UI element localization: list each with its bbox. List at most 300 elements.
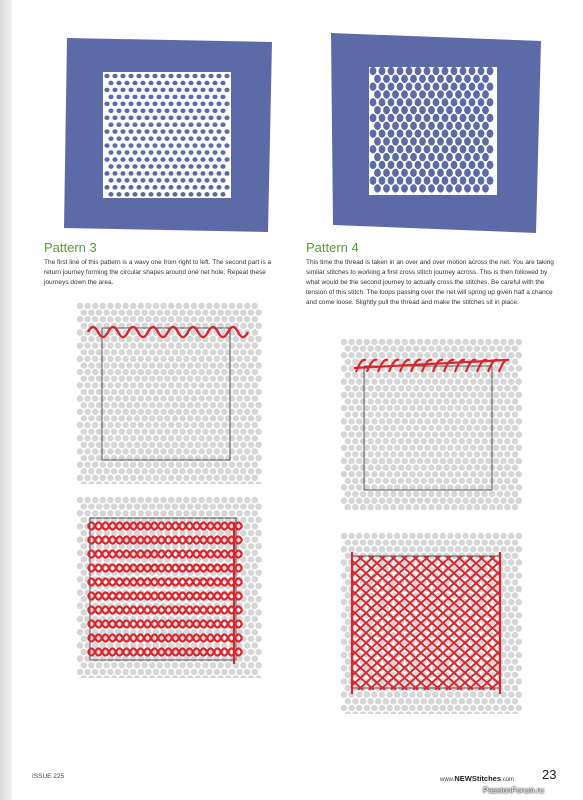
grid-hole	[512, 425, 519, 432]
grid-hole	[214, 461, 221, 468]
grid-hole	[81, 543, 88, 550]
grid-hole	[191, 435, 198, 442]
grid-hole	[88, 375, 95, 382]
grid-hole	[341, 559, 348, 566]
net-hole	[204, 178, 209, 183]
grid-hole	[248, 415, 255, 422]
grid-hole	[168, 497, 175, 504]
grid-hole	[84, 510, 91, 517]
grid-hole	[122, 475, 129, 482]
grid-hole	[77, 629, 84, 636]
grid-hole	[176, 435, 183, 442]
grid-hole	[134, 349, 141, 356]
grid-hole	[88, 442, 95, 449]
grid-hole	[356, 431, 363, 438]
grid-hole	[424, 471, 431, 478]
grid-hole	[383, 385, 390, 392]
grid-hole	[504, 385, 511, 392]
grid-hole	[516, 586, 522, 593]
net-hole	[220, 178, 225, 183]
grid-hole	[77, 669, 84, 676]
net-hole	[437, 184, 444, 192]
grid-hole	[103, 349, 110, 356]
grid-hole	[168, 510, 175, 517]
grid-hole	[164, 415, 171, 422]
net-hole	[220, 136, 225, 141]
grid-hole	[348, 431, 355, 438]
grid-hole	[504, 685, 511, 692]
grid-hole	[413, 372, 420, 379]
grid-hole	[516, 458, 522, 465]
grid-hole	[516, 705, 522, 712]
grid-hole	[413, 345, 420, 352]
net-hole	[392, 169, 399, 177]
grid-hole	[474, 504, 481, 510]
grid-hole	[440, 339, 447, 346]
grid-hole	[92, 342, 99, 349]
grid-hole	[348, 339, 355, 346]
grid-hole	[126, 349, 133, 356]
grid-hole	[459, 478, 466, 485]
grid-hole	[153, 461, 160, 468]
grid-hole	[345, 711, 352, 714]
net-hole	[148, 192, 153, 197]
grid-hole	[394, 458, 401, 465]
grid-hole	[233, 455, 240, 462]
grid-hole	[364, 691, 371, 698]
grid-hole	[217, 349, 224, 356]
grid-hole	[462, 445, 469, 452]
grid-hole	[179, 468, 186, 475]
grid-hole	[428, 491, 435, 498]
grid-hole	[157, 481, 164, 484]
grid-hole	[153, 448, 160, 455]
grid-hole	[500, 392, 507, 399]
grid-hole	[233, 468, 240, 475]
grid-hole	[145, 382, 152, 389]
grid-hole	[236, 669, 243, 676]
net-hole	[212, 150, 217, 155]
net-hole	[419, 137, 426, 145]
grid-hole	[360, 504, 367, 510]
grid-hole	[126, 675, 133, 678]
net-hole	[446, 106, 453, 114]
grid-hole	[92, 303, 99, 310]
grid-hole	[168, 448, 175, 455]
grid-hole	[512, 672, 519, 679]
net-hole	[455, 75, 462, 83]
grid-hole	[428, 451, 435, 458]
grid-hole	[402, 445, 409, 452]
grid-hole	[466, 491, 473, 498]
grid-hole	[375, 539, 382, 546]
grid-hole	[100, 669, 107, 676]
grid-hole	[512, 385, 519, 392]
grid-hole	[176, 303, 183, 310]
grid-hole	[405, 478, 412, 485]
net-hole	[455, 153, 462, 161]
net-hole	[379, 161, 386, 169]
grid-hole	[390, 711, 397, 714]
grid-hole	[424, 378, 431, 385]
net-hole	[180, 81, 185, 86]
net-hole	[473, 90, 480, 98]
grid-hole	[84, 316, 91, 323]
grid-hole	[210, 468, 217, 475]
grid-hole	[481, 539, 488, 546]
grid-hole	[100, 510, 107, 517]
grid-hole	[348, 405, 355, 412]
grid-hole	[126, 309, 133, 316]
grid-hole	[459, 539, 466, 546]
grid-hole	[191, 497, 198, 504]
grid-hole	[348, 392, 355, 399]
net-hole	[379, 129, 386, 137]
net-hole	[406, 145, 413, 153]
grid-hole	[504, 619, 511, 626]
grid-hole	[138, 669, 145, 676]
grid-hole	[126, 481, 133, 484]
grid-hole	[466, 711, 473, 714]
net-hole	[144, 115, 149, 120]
grid-hole	[81, 415, 88, 422]
net-hole	[204, 136, 209, 141]
net-hole	[168, 88, 173, 93]
grid-hole	[255, 675, 262, 678]
grid-hole	[130, 342, 137, 349]
net-hole	[442, 129, 449, 137]
net-hole	[112, 102, 117, 107]
net-hole	[482, 184, 489, 192]
net-hole	[160, 157, 165, 162]
grid-hole	[462, 546, 469, 553]
grid-hole	[100, 497, 107, 504]
grid-hole	[164, 442, 171, 449]
grid-hole	[417, 691, 424, 698]
grid-hole	[432, 471, 439, 478]
grid-hole	[447, 418, 454, 425]
grid-hole	[352, 478, 359, 485]
net-hole	[424, 129, 431, 137]
grid-hole	[217, 389, 224, 396]
net-hole	[152, 143, 157, 148]
net-hole	[188, 150, 193, 155]
grid-hole	[183, 356, 190, 363]
grid-hole	[248, 569, 255, 576]
grid-hole	[126, 662, 133, 669]
grid-hole	[240, 662, 247, 669]
grid-hole	[160, 409, 167, 416]
grid-hole	[248, 609, 255, 616]
grid-hole	[413, 451, 420, 458]
grid-hole	[217, 402, 224, 409]
grid-hole	[206, 316, 213, 323]
grid-hole	[92, 422, 99, 429]
net-hole	[176, 157, 181, 162]
grid-hole	[198, 409, 205, 416]
net-hole	[128, 129, 133, 134]
grid-hole	[481, 451, 488, 458]
grid-hole	[432, 405, 439, 412]
grid-hole	[195, 468, 202, 475]
grid-hole	[233, 503, 240, 510]
net-hole	[383, 75, 390, 83]
grid-hole	[345, 553, 352, 560]
grid-hole	[244, 642, 251, 649]
grid-hole	[485, 431, 492, 438]
grid-hole	[255, 309, 262, 316]
grid-hole	[96, 415, 103, 422]
grid-hole	[409, 546, 416, 553]
net-hole	[156, 95, 161, 100]
grid-hole	[348, 378, 355, 385]
net-hole	[482, 169, 489, 177]
grid-hole	[122, 461, 129, 468]
grid-hole	[367, 491, 374, 498]
net-hole	[433, 98, 440, 106]
grid-hole	[88, 349, 95, 356]
grid-hole	[248, 468, 255, 475]
grid-hole	[84, 409, 91, 416]
grid-hole	[138, 409, 145, 416]
net-hole	[370, 67, 377, 75]
grid-hole	[443, 398, 450, 405]
grid-hole	[500, 533, 507, 540]
grid-hole	[459, 385, 466, 392]
grid-hole	[424, 418, 431, 425]
grid-hole	[252, 382, 259, 389]
grid-hole	[364, 352, 371, 359]
net-hole	[192, 88, 197, 93]
grid-hole	[417, 418, 424, 425]
grid-hole	[221, 356, 228, 363]
grid-hole	[252, 329, 259, 336]
grid-hole	[210, 415, 217, 422]
grid-hole	[375, 385, 382, 392]
pattern-4-description: This time the thread is taken in an over and over motion across the net. You are taking similar stitches to working a first cross stitch journey across. This is then followed by what would be the second journey to actually cross the stitches. Be careful with the tension of this stitch. The loops passing over the net will spring up given half a chance and come loose. Slightly pull the thread and make the stitches sit in place.	[306, 259, 554, 306]
grid-hole	[225, 375, 232, 382]
grid-hole	[221, 435, 228, 442]
grid-hole	[236, 475, 243, 482]
net-hole	[379, 176, 386, 184]
net-hole	[200, 88, 205, 93]
grid-hole	[195, 415, 202, 422]
grid-hole	[478, 445, 485, 452]
grid-hole	[138, 510, 145, 517]
grid-hole	[512, 645, 519, 652]
grid-hole	[512, 438, 519, 445]
grid-hole	[512, 359, 519, 366]
grid-hole	[485, 392, 492, 399]
grid-hole	[383, 698, 390, 705]
grid-hole	[187, 481, 194, 484]
grid-hole	[424, 546, 431, 553]
grid-hole	[149, 428, 156, 435]
grid-hole	[375, 451, 382, 458]
grid-hole	[481, 411, 488, 418]
grid-hole	[103, 415, 110, 422]
grid-hole	[122, 369, 129, 376]
net-hole	[212, 192, 217, 197]
grid-hole	[497, 698, 504, 705]
grid-hole	[122, 448, 129, 455]
net-hole	[116, 81, 121, 86]
grid-hole	[493, 445, 500, 452]
grid-hole	[77, 342, 84, 349]
grid-hole	[198, 422, 205, 429]
grid-hole	[141, 402, 148, 409]
net-hole	[220, 150, 225, 155]
grid-hole	[225, 662, 232, 669]
grid-hole	[512, 605, 519, 612]
grid-hole	[447, 691, 454, 698]
grid-hole	[164, 503, 171, 510]
grid-hole	[440, 405, 447, 412]
net-hole	[144, 88, 149, 93]
grid-hole	[348, 533, 355, 540]
grid-hole	[436, 438, 443, 445]
grid-hole	[84, 382, 91, 389]
grid-hole	[398, 425, 405, 432]
grid-hole	[493, 405, 500, 412]
net-hole	[188, 95, 193, 100]
grid-hole	[394, 392, 401, 399]
grid-hole	[386, 431, 393, 438]
grid-hole	[100, 382, 107, 389]
grid-hole	[379, 458, 386, 465]
grid-hole	[214, 422, 221, 429]
grid-hole	[436, 698, 443, 705]
net-hole	[116, 178, 121, 183]
grid-hole	[244, 303, 251, 310]
grid-hole	[168, 475, 175, 482]
grid-hole	[172, 468, 179, 475]
grid-hole	[187, 415, 194, 422]
net-hole	[460, 176, 467, 184]
net-hole	[148, 109, 153, 114]
grid-hole	[202, 428, 209, 435]
grid-hole	[122, 435, 129, 442]
grid-hole	[81, 375, 88, 382]
grid-hole	[84, 369, 91, 376]
grid-hole	[164, 662, 171, 669]
grid-hole	[364, 497, 371, 504]
grid-hole	[348, 484, 355, 491]
grid-hole	[474, 464, 481, 471]
grid-hole	[485, 405, 492, 412]
grid-hole	[202, 375, 209, 382]
grid-hole	[77, 356, 84, 363]
grid-hole	[164, 362, 171, 369]
grid-hole	[138, 356, 145, 363]
grid-hole	[470, 546, 477, 553]
grid-hole	[225, 415, 232, 422]
grid-hole	[367, 478, 374, 485]
grid-hole	[103, 481, 110, 484]
net-hole	[397, 176, 404, 184]
grid-hole	[428, 425, 435, 432]
grid-hole	[183, 395, 190, 402]
grid-hole	[168, 395, 175, 402]
grid-hole	[214, 669, 221, 676]
grid-hole	[134, 309, 141, 316]
net-hole	[406, 98, 413, 106]
grid-hole	[252, 603, 259, 610]
net-hole	[224, 185, 229, 190]
net-hole	[433, 67, 440, 75]
grid-hole	[497, 398, 504, 405]
grid-hole	[356, 458, 363, 465]
grid-hole	[516, 497, 522, 504]
net-hole	[212, 136, 217, 141]
grid-hole	[405, 425, 412, 432]
grid-hole	[432, 431, 439, 438]
net-hole	[473, 137, 480, 145]
grid-hole	[379, 418, 386, 425]
grid-hole	[512, 539, 519, 546]
net-hole	[212, 109, 217, 114]
grid-hole	[172, 503, 179, 510]
grid-hole	[421, 372, 428, 379]
grid-hole	[405, 711, 412, 714]
grid-hole	[164, 428, 171, 435]
grid-hole	[145, 342, 152, 349]
grid-hole	[508, 546, 515, 553]
grid-hole	[107, 382, 114, 389]
grid-hole	[421, 698, 428, 705]
site-prefix: www.	[440, 777, 455, 783]
grid-hole	[341, 365, 348, 372]
grid-hole	[478, 471, 485, 478]
net-hole	[446, 90, 453, 98]
grid-hole	[352, 372, 359, 379]
grid-hole	[360, 451, 367, 458]
grid-hole	[88, 455, 95, 462]
grid-hole	[440, 691, 447, 698]
grid-hole	[462, 431, 469, 438]
grid-hole	[179, 503, 186, 510]
grid-hole	[345, 672, 352, 679]
grid-hole	[130, 329, 137, 336]
grid-hole	[195, 442, 202, 449]
grid-hole	[398, 438, 405, 445]
grid-hole	[432, 418, 439, 425]
grid-hole	[500, 559, 507, 566]
grid-hole	[360, 398, 367, 405]
grid-hole	[122, 422, 129, 429]
grid-hole	[191, 409, 198, 416]
grid-hole	[153, 435, 160, 442]
net-hole	[446, 137, 453, 145]
net-hole	[220, 122, 225, 127]
net-hole	[168, 115, 173, 120]
grid-hole	[160, 356, 167, 363]
grid-hole	[348, 497, 355, 504]
grid-hole	[371, 546, 378, 553]
grid-hole	[493, 418, 500, 425]
net-hole	[204, 164, 209, 169]
net-hole	[401, 122, 408, 130]
grid-hole	[432, 352, 439, 359]
grid-hole	[500, 612, 507, 619]
net-hole	[204, 109, 209, 114]
net-hole	[104, 102, 109, 107]
grid-hole	[138, 497, 145, 504]
grid-hole	[255, 389, 262, 396]
net-hole	[116, 95, 121, 100]
grid-hole	[512, 398, 519, 405]
net-hole	[415, 161, 422, 169]
